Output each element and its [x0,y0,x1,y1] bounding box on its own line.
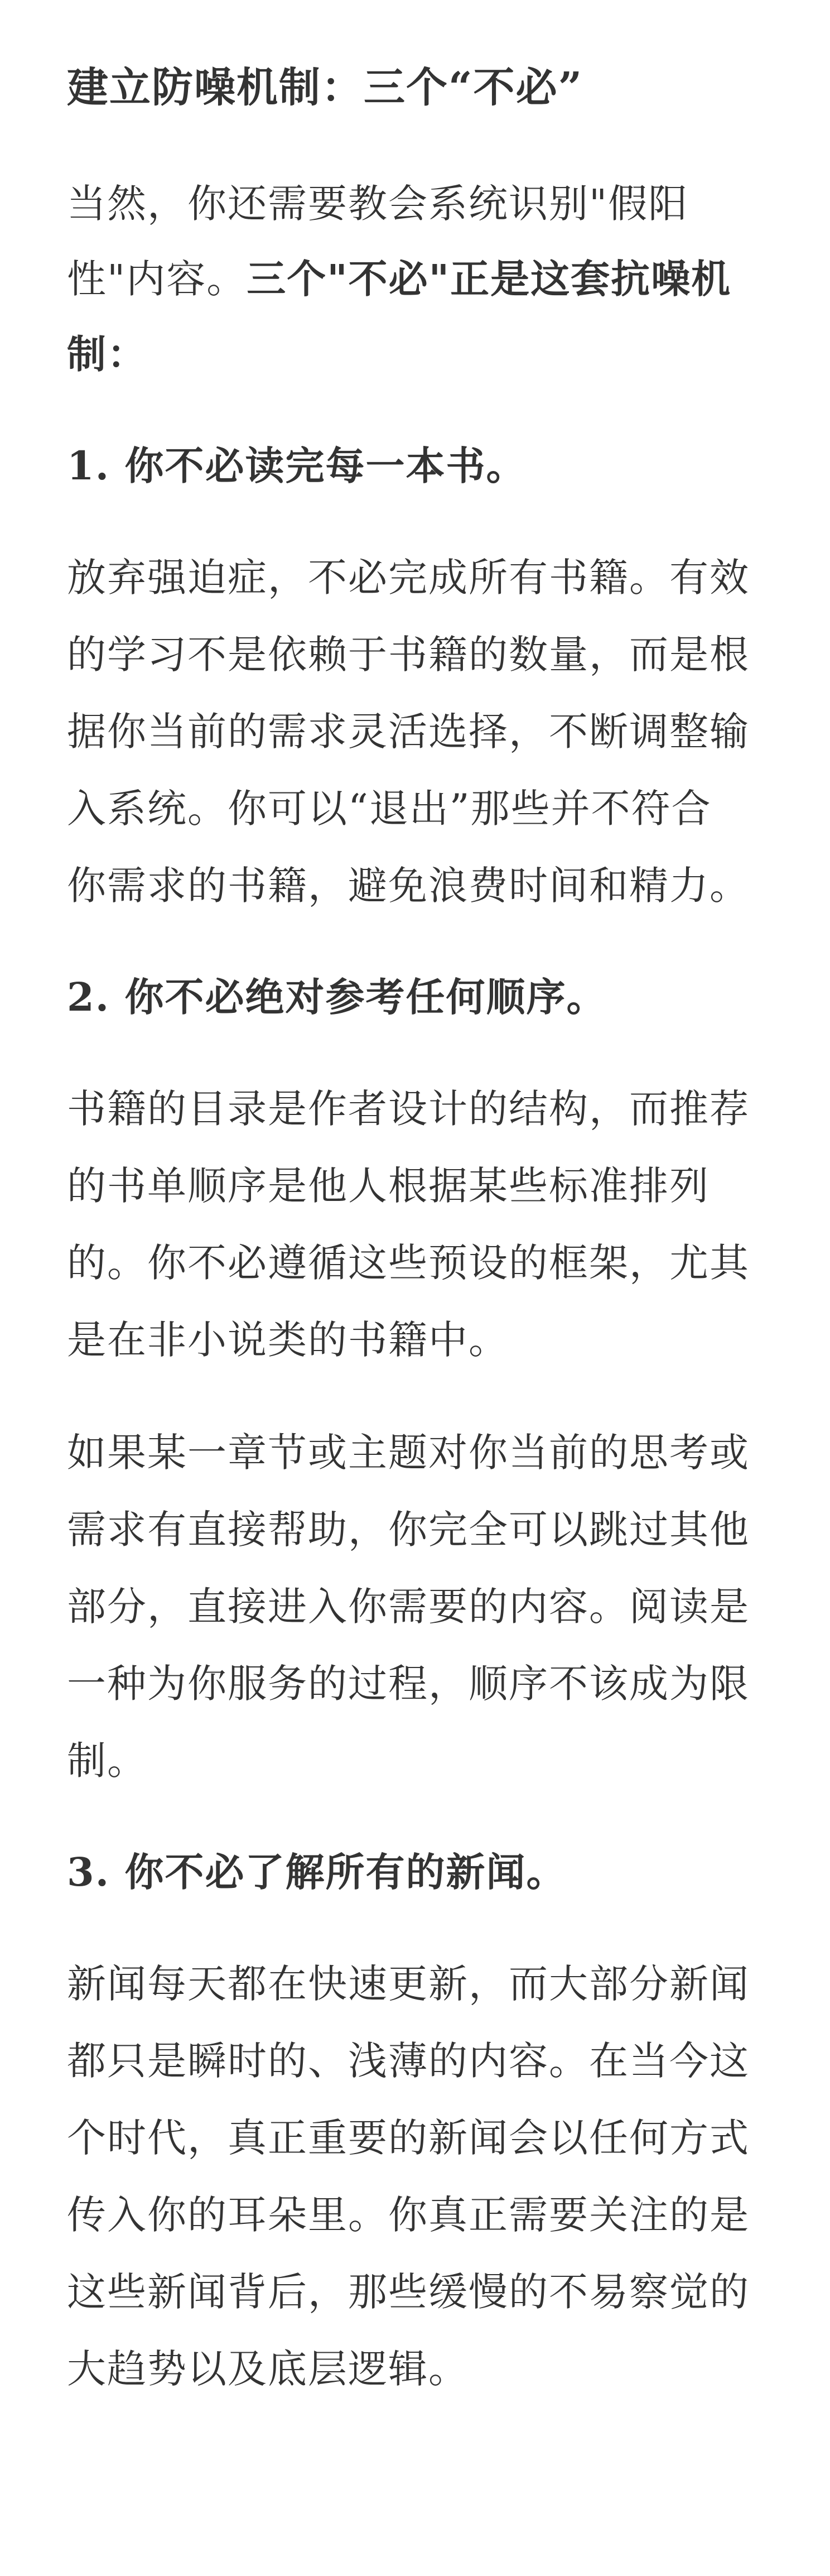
intro-line: 当然，你还需要教会系统识别"假阳 [67,181,689,227]
paragraph-line: 如果某一章节或主题对你当前的思考或 [67,1430,750,1476]
point-3-heading: 3. 你不必了解所有的新闻。 [67,1849,567,1895]
paragraph-line: 的学习不是依赖于书籍的数量，而是根 [67,632,750,677]
point-1-heading: 1. 你不必读完每一本书。 [67,443,527,489]
paragraph-line: 制。 [67,1738,147,1784]
paragraph-line: 大趋势以及底层逻辑。 [67,2346,469,2392]
paragraph-line: 放弃强迫症，不必完成所有书籍。有效 [67,555,750,600]
paragraph-line: 都只是瞬时的、浅薄的内容。在当今这 [67,2038,750,2084]
paragraph-line: 一种为你服务的过程，顺序不该成为限 [67,1661,750,1707]
article-title: 建立防噪机制：三个“不必” [67,64,583,112]
intro-text: 性"内容。 [67,256,247,302]
paragraph-line: 据你当前的需求灵活选择，不断调整输 [67,709,750,754]
point-2-heading: 2. 你不必绝对参考任何顺序。 [67,974,607,1020]
paragraph-line: 书籍的目录是作者设计的结构，而推荐 [67,1086,750,1132]
paragraph-line: 需求有直接帮助，你完全可以跳过其他 [67,1507,750,1553]
paragraph-line: 新闻每天都在快速更新，而大部分新闻 [67,1961,750,2007]
paragraph-line: 传入你的耳朵里。你真正需要关注的是 [67,2192,750,2238]
paragraph-line: 的书单顺序是他人根据某些标准排列 [67,1163,710,1209]
paragraph-line: 入系统。你可以“退出”那些并不符合 [67,786,712,832]
intro-emphasis: 制： [67,331,147,377]
intro-line [67,256,732,302]
paragraph-line: 的。你不必遵循这些预设的框架，尤其 [67,1240,750,1286]
paragraph-line: 是在非小说类的书籍中。 [67,1317,509,1363]
paragraph-line: 你需求的书籍，避免浪费时间和精力。 [67,863,750,909]
intro-emphasis: 三个"不必"正是这套抗噪机 [247,256,732,302]
paragraph-line: 个时代，真正重要的新闻会以任何方式 [67,2115,750,2161]
paragraph-line: 部分，直接进入你需要的内容。阅读是 [67,1584,750,1630]
paragraph-line: 这些新闻背后，那些缓慢的不易察觉的 [67,2269,750,2315]
